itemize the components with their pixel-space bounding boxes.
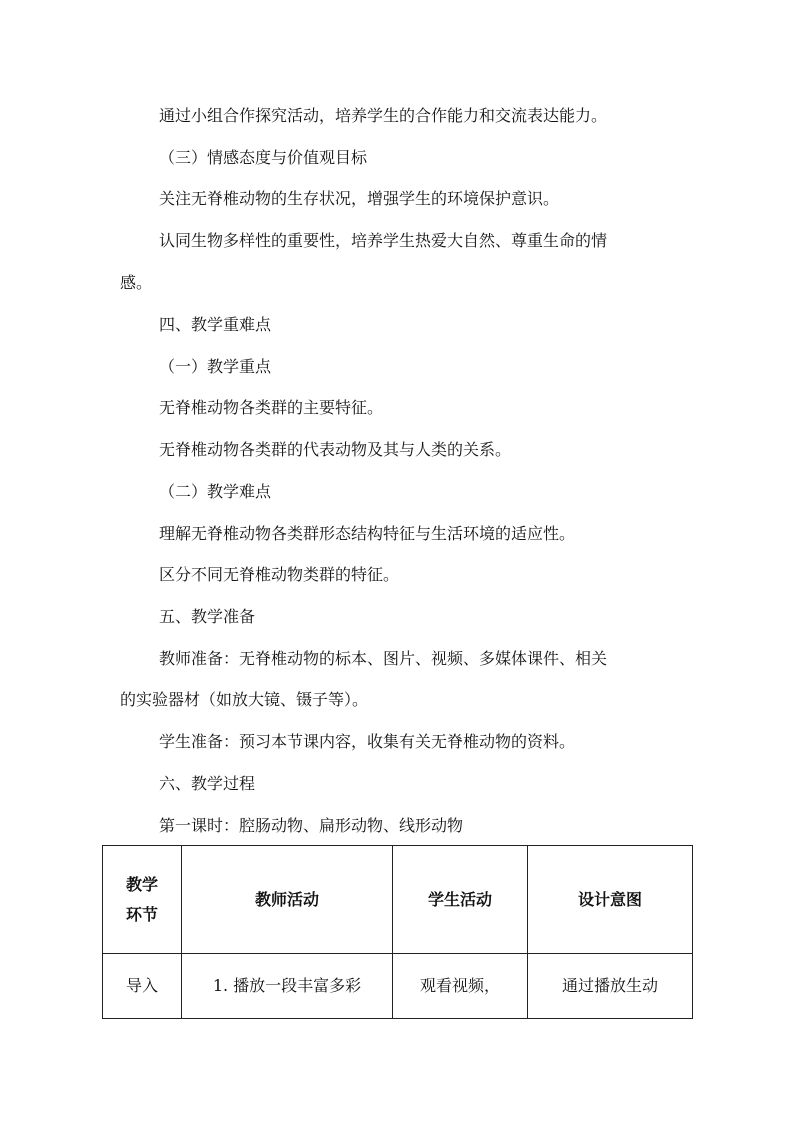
paragraph: 认同生物多样性的重要性，培养学生热爱大自然、尊重生命的情 xyxy=(159,231,608,250)
header-stage xyxy=(103,846,182,954)
table-header-row xyxy=(103,846,693,954)
section-heading: 六、教学过程 xyxy=(159,774,256,793)
section-heading: （二）教学难点 xyxy=(159,482,272,501)
paragraph: 关注无脊椎动物的生存状况，增强学生的环境保护意识。 xyxy=(159,189,560,208)
paragraph-continuation: 的实验器材（如放大镜、镊子等）。 xyxy=(120,690,369,709)
paragraph: 第一课时：腔肠动物、扁形动物、线形动物 xyxy=(159,816,464,835)
paragraph: 学生准备：预习本节课内容，收集有关无脊椎动物的资料。 xyxy=(159,732,576,751)
paragraph: 教师准备：无脊椎动物的标本、图片、视频、多媒体课件、相关 xyxy=(159,649,608,668)
cell-design-intent: 通过播放生动 xyxy=(528,954,693,1019)
paragraph: 无脊椎动物各类群的主要特征。 xyxy=(159,398,384,417)
section-heading: （三）情感态度与价值观目标 xyxy=(159,148,368,167)
header-teacher-activity: 教师活动 xyxy=(182,846,393,954)
paragraph: 区分不同无脊椎动物类群的特征。 xyxy=(159,565,400,584)
cell-teacher-activity: 1. 播放一段丰富多彩 xyxy=(182,954,393,1019)
header-student-activity: 学生活动 xyxy=(393,846,528,954)
cell-student-activity: 观看视频， xyxy=(393,954,528,1019)
section-heading: （一）教学重点 xyxy=(159,357,272,376)
table-row xyxy=(103,954,693,1019)
cell-stage: 导入 xyxy=(103,954,182,1019)
paragraph: 通过小组合作探究活动，培养学生的合作能力和交流表达能力。 xyxy=(159,106,608,125)
header-stage-line2: 环节 xyxy=(125,904,158,924)
paragraph-continuation: 感。 xyxy=(120,273,153,292)
paragraph: 理解无脊椎动物各类群形态结构特征与生活环境的适应性。 xyxy=(159,524,576,543)
header-design-intent: 设计意图 xyxy=(528,846,693,954)
section-heading: 五、教学准备 xyxy=(159,607,256,626)
lesson-plan-table xyxy=(102,845,693,1019)
header-stage-line1: 教学 xyxy=(125,874,158,894)
paragraph: 无脊椎动物各类群的代表动物及其与人类的关系。 xyxy=(159,440,512,459)
section-heading: 四、教学重难点 xyxy=(159,315,272,334)
